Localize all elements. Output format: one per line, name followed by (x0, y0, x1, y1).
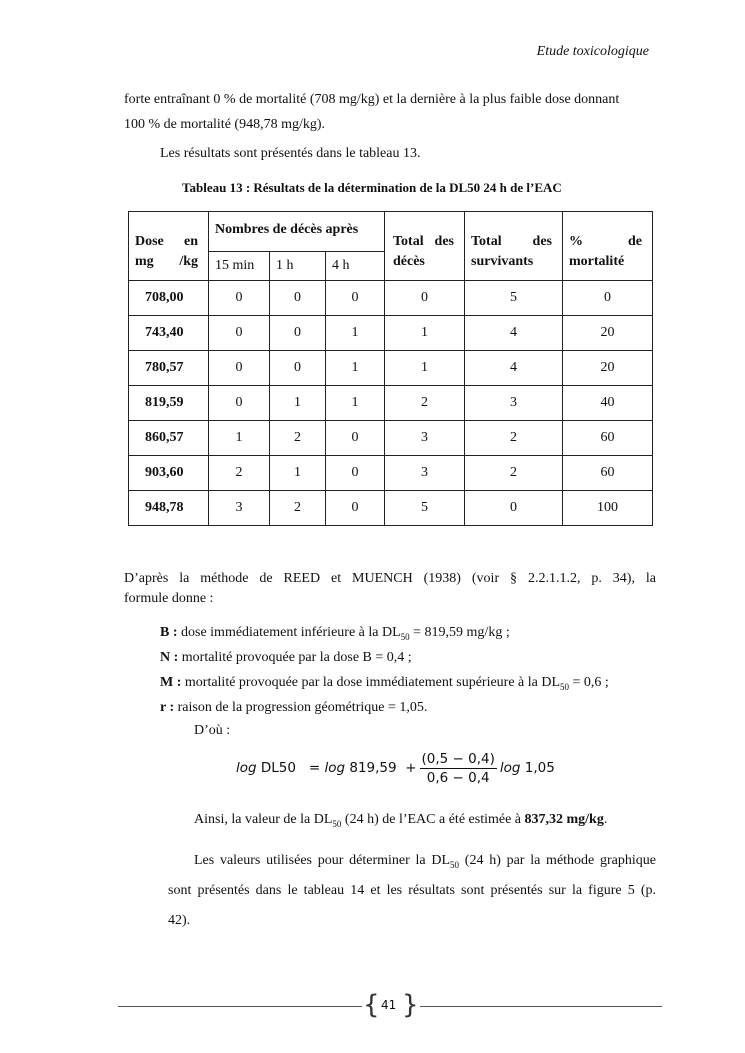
formula-fraction (420, 751, 497, 786)
intro-line-2: 100 % de mortalité (948,78 mg/kg). (124, 117, 326, 132)
cell-survivors: 4 (465, 316, 563, 351)
cell-h4: 1 (326, 316, 385, 351)
header-total-deaths: Total des décès (385, 212, 465, 281)
formula-log-2: log (324, 760, 346, 776)
cell-deaths: 3 (385, 456, 465, 491)
definition-n-label: N : (160, 650, 179, 665)
graphic-line-2: sont présentés dans le tableau 14 et les résultats sont présentés sur la figure 5 (p. (168, 883, 656, 898)
cell-deaths: 5 (385, 491, 465, 526)
cell-mortality: 0 (563, 281, 653, 316)
cell-survivors: 2 (465, 456, 563, 491)
intro-line-1: forte entraînant 0 % de mortalité (708 mg/kg) et la dernière à la plus faible dose donnant (124, 92, 620, 107)
formula-log-1: log (236, 760, 257, 776)
definition-r-label: r : (160, 700, 175, 715)
formula-dl50: DL50 (260, 760, 296, 776)
definition-r-text: raison de la progression géométrique = 1,05. (177, 700, 428, 715)
definition-m-value: = 0,6 ; (569, 675, 609, 690)
formula-value: 819,59 (349, 760, 397, 776)
formula-intro: D’où : (194, 723, 231, 738)
formula-ratio: 1,05 (524, 760, 555, 776)
cell-dose: 948,78 (129, 491, 209, 526)
header-1h: 1 h (270, 252, 326, 281)
results-intro: Les résultats sont présentés dans le tableau 13. (160, 146, 421, 161)
cell-deaths: 3 (385, 421, 465, 456)
cell-h4: 0 (326, 421, 385, 456)
cell-h1: 2 (270, 421, 326, 456)
cell-dose: 743,40 (129, 316, 209, 351)
cell-h1: 1 (270, 386, 326, 421)
graphic-line-1-post: (24 h) par la méthode graphique (459, 853, 656, 868)
cell-survivors: 4 (465, 351, 563, 386)
footer-brace-right: } (402, 990, 419, 1020)
definition-m-sub: 50 (560, 681, 570, 692)
header-deaths-group: Nombres de décès après (209, 212, 385, 252)
definition-m-label: M : (160, 675, 182, 690)
cell-dose: 860,57 (129, 421, 209, 456)
definition-b-value: = 819,59 mg/kg ; (409, 625, 510, 640)
cell-h4: 0 (326, 491, 385, 526)
definition-n-text: mortalité provoquée par la dose B = 0,4 ; (181, 650, 412, 665)
table-row (129, 421, 653, 456)
formula-denominator: 0,6 − 0,4 (426, 769, 490, 786)
cell-mortality: 40 (563, 386, 653, 421)
cell-m15: 0 (209, 281, 270, 316)
header-dose: Dose en mg /kg (129, 212, 209, 281)
cell-h1: 2 (270, 491, 326, 526)
ld50-formula (236, 748, 555, 788)
method-line-1: D’après la méthode de REED et MUENCH (1938) (voir § 2.2.1.1.2, p. 34), la (124, 571, 656, 586)
table-row (129, 491, 653, 526)
table-row (129, 351, 653, 386)
formula-plus: + (405, 760, 417, 776)
table-caption: Tableau 13 : Résultats de la détermination de la DL50 24 h de l’EAC (182, 180, 562, 195)
header-total-survivors: Total des survivants (465, 212, 563, 281)
footer-rule-left (118, 1006, 362, 1007)
cell-deaths: 2 (385, 386, 465, 421)
cell-h4: 0 (326, 456, 385, 491)
result-value: 837,32 mg/kg (524, 812, 604, 827)
graphic-line-3: 42). (168, 913, 191, 928)
cell-h4: 1 (326, 386, 385, 421)
graphic-line-1 (194, 846, 656, 880)
cell-dose: 708,00 (129, 281, 209, 316)
table-row (129, 316, 653, 351)
cell-h4: 0 (326, 281, 385, 316)
cell-m15: 0 (209, 316, 270, 351)
cell-deaths: 1 (385, 351, 465, 386)
cell-h4: 1 (326, 351, 385, 386)
cell-mortality: 60 (563, 456, 653, 491)
cell-m15: 0 (209, 351, 270, 386)
cell-h1: 1 (270, 456, 326, 491)
result-sub: 50 (332, 818, 342, 829)
cell-mortality: 20 (563, 351, 653, 386)
intro-paragraph (124, 87, 656, 137)
running-header: Etude toxicologique (536, 44, 649, 59)
cell-h1: 0 (270, 351, 326, 386)
cell-dose: 819,59 (129, 386, 209, 421)
method-line-2: formule donne : (124, 591, 214, 606)
cell-h1: 0 (270, 316, 326, 351)
graphic-line-1-sub: 50 (450, 859, 460, 870)
cell-h1: 0 (270, 281, 326, 316)
cell-survivors: 3 (465, 386, 563, 421)
graphic-line-1-pre: Les valeurs utilisées pour déterminer la DL (194, 853, 451, 868)
page-number: 41 (381, 998, 397, 1012)
cell-mortality: 20 (563, 316, 653, 351)
definition-r (160, 695, 427, 720)
result-pre: Ainsi, la valeur de la DL (194, 812, 333, 827)
cell-dose: 780,57 (129, 351, 209, 386)
definition-n (160, 645, 412, 670)
header-mortality: % de mortalité (563, 212, 653, 281)
table-row (129, 386, 653, 421)
formula-log-3: log (499, 760, 521, 776)
cell-deaths: 1 (385, 316, 465, 351)
header-4h: 4 h (326, 252, 385, 281)
cell-m15: 1 (209, 421, 270, 456)
definition-b-label: B : (160, 625, 178, 640)
cell-m15: 2 (209, 456, 270, 491)
footer-rule-right (420, 1006, 662, 1007)
footer-brace-left: { (363, 990, 380, 1020)
cell-dose: 903,60 (129, 456, 209, 491)
results-table (128, 211, 653, 526)
ld50-result (194, 812, 607, 829)
cell-survivors: 2 (465, 421, 563, 456)
cell-mortality: 60 (563, 421, 653, 456)
cell-deaths: 0 (385, 281, 465, 316)
cell-survivors: 5 (465, 281, 563, 316)
cell-m15: 0 (209, 386, 270, 421)
definition-m-text: mortalité provoquée par la dose immédiatement supérieure à la DL (184, 675, 561, 690)
cell-survivors: 0 (465, 491, 563, 526)
definition-b-text: dose immédiatement inférieure à la DL (181, 625, 401, 640)
cell-mortality: 100 (563, 491, 653, 526)
formula-numerator: (0,5 − 0,4) (421, 750, 495, 767)
header-15min: 15 min (209, 252, 270, 281)
result-mid: (24 h) de l’EAC a été estimée à (341, 812, 525, 827)
result-post: . (603, 812, 608, 827)
cell-m15: 3 (209, 491, 270, 526)
definition-b-sub: 50 (400, 631, 410, 642)
table-row (129, 456, 653, 491)
table-row (129, 281, 653, 316)
formula-equals: = (308, 760, 321, 776)
